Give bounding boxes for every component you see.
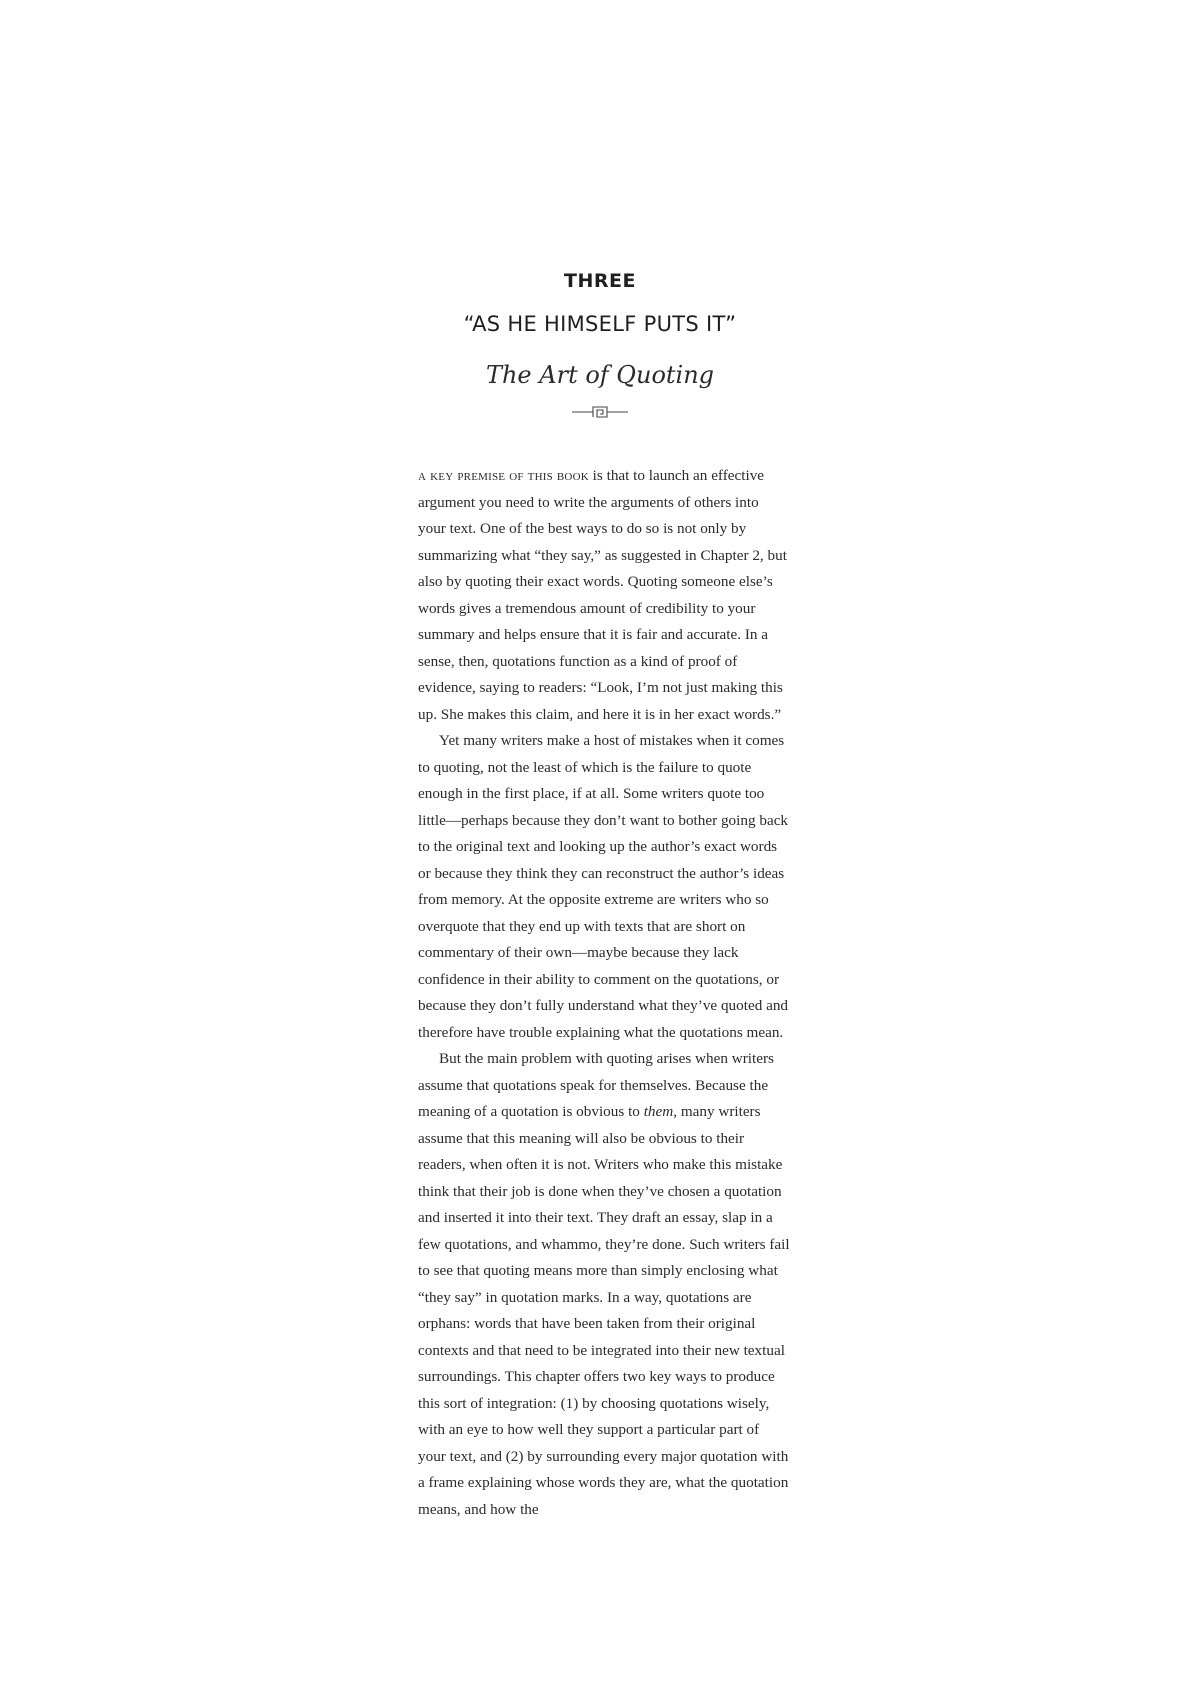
fret-ornament-icon [572,404,628,420]
chapter-title: “AS HE HIMSELF PUTS IT” [463,312,737,336]
paragraph-3-text-after: , many writers assume that this meaning will also be obvious to their readers, when often it is not. Writers who make this mistake think that their job is done when they’ve chosen a quotation and inserted it into their text. They draft an essay, slap in a few quotations, and whammo, they’re done. Such writers fail to see that quoting means more than simply enclosing what “they say” in quotation marks. In a way, quotations are orphans: words that have been taken from their original contexts and that need to be integrated into their new textual surroundings. This chapter offers two key ways to produce this sort of integration: (1) by choosing quotations wisely, with an eye to how well they support a particular part of your text, and (2) by surrounding every major quotation with a frame explaining whose words they are, what the quotation means, and how the [418,1103,790,1518]
paragraph-3-text-before: But the main problem with quoting arises when writers assume that quotations speak for themselves. Because the meaning of a quotation is obvious to [418,1050,774,1120]
chapter-subtitle: The Art of Quoting [485,361,715,389]
paragraph-1-text: is that to launch an effective argument you need to write the arguments of others into your text. One of the best ways to do so is not only by summarizing what “they say,” as suggested in Chapter 2, but also by quoting their exact words. Quoting someone else’s words gives a tremendous amount of credibility to your summary and helps ensure that it is fair and accurate. In a sense, then, quotations function as a kind of proof of evidence, saying to readers: “Look, I’m not just making this up. She makes this claim, and here it is in her exact words.” [418,467,787,723]
paragraph-3 [418,1046,790,1523]
emphasis-them: them [643,1103,674,1120]
lead-in-smallcaps: a key premise of this book [418,467,589,484]
chapter-body [418,463,790,1523]
paragraph-2-text: Yet many writers make a host of mistakes when it comes to quoting, not the least of which is the failure to quote enough in the first place, if at all. Some writers quote too little—perhaps because they don’t want to bother going back to the original text and looking up the author’s exact words or because they think they can reconstruct the author’s ideas from memory. At the opposite extreme are writers who so overquote that they end up with texts that are short on commentary of their own—maybe because they lack confidence in their ability to comment on the quotations, or because they don’t fully understand what they’ve quoted and therefore have trouble explaining what the quotations mean. [418,732,789,1041]
paragraph-2 [418,728,790,1046]
paragraph-1 [418,463,790,728]
chapter-number: THREE [564,270,636,292]
